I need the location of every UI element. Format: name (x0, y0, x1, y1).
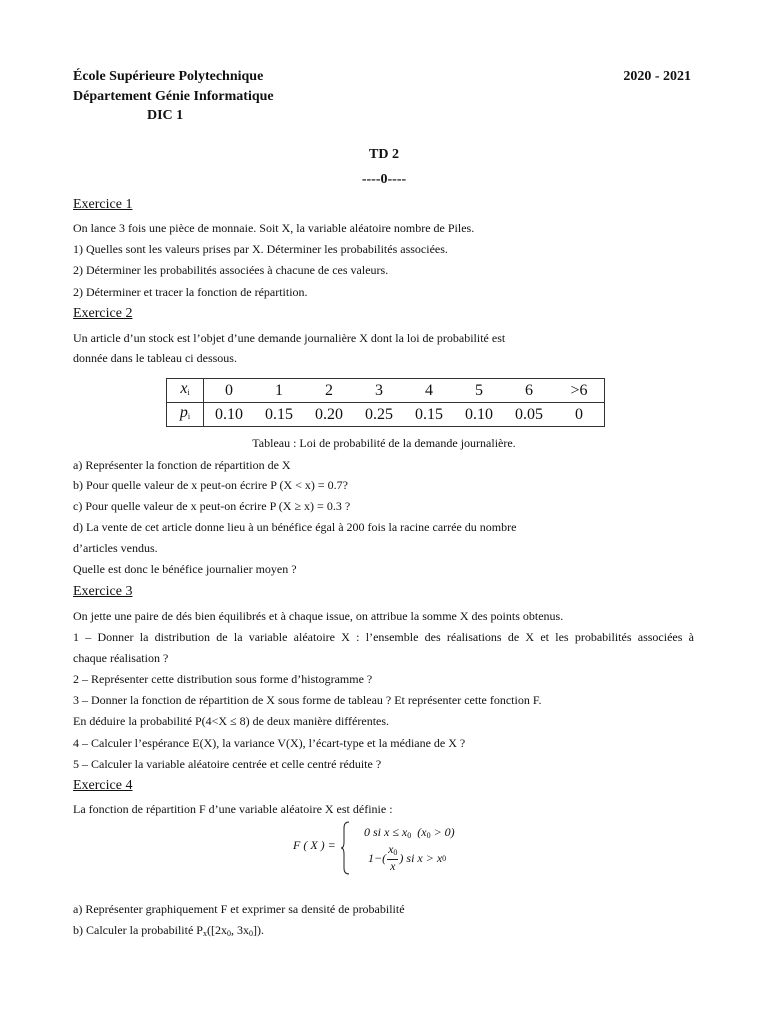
table-cell-x: 0 (204, 379, 255, 403)
table-cell-p: 0.15 (265, 406, 293, 423)
exercise-2-title: Exercice 2 (73, 306, 133, 321)
formula-case-1: 0 si $x \le x_0$ $(x_0 > 0)$ (364, 825, 455, 840)
exercise-2-intro: Un article d’un stock est l’objet d’une demande journalière X dont la loi de probabilité est (73, 331, 506, 345)
exercise-3-title: Exercice 3 (73, 584, 133, 599)
table-cell-p: 0 (575, 406, 583, 423)
exercise-4-intro: La fonction de répartition F d’une variable aléatoire X est définie : (73, 802, 393, 816)
table-cell-p: 0.10 (465, 406, 493, 423)
exercise-4-line: a) Représenter graphiquement F et exprimer sa densité de probabilité (73, 902, 405, 916)
exercise-2-line: c) Pour quelle valeur de x peut-on écrire P (X ≥ x) = 0.3 ? (73, 499, 351, 513)
exercise-2-intro: donnée dans le tableau ci dessous. (73, 351, 237, 365)
exercise-3-line: En déduire la probabilité P(4<X ≤ 8) de deux manière différentes. (73, 714, 390, 728)
exercise-2-line: Quelle est donc le bénéfice journalier moyen ? (73, 562, 297, 576)
exercise-2-line: d’articles vendus. (73, 541, 158, 555)
table-cell-x: 2 (304, 379, 354, 403)
probability-table (166, 378, 605, 427)
table-row-x (167, 379, 605, 403)
exercise-2-line: a) Représenter la fonction de répartition de X (73, 458, 291, 472)
school-name: École Supérieure Polytechnique (73, 69, 264, 84)
table-cell-p: 0.05 (515, 406, 543, 423)
document-title: TD 2 (369, 147, 399, 162)
exercise-4-line: b) Calculer la probabilité $P_x([2x_0$, $3x_0$]). (73, 923, 264, 938)
exercise-3-line: 1 – Donner la distribution de la variable aléatoire X : l’ensemble des réalisations de X et les probabilités associées à (73, 630, 694, 644)
academic-year: 2020 - 2021 (623, 69, 691, 84)
exercise-1-line: 2) Déterminer les probabilités associées à chacune de ces valeurs. (73, 263, 389, 277)
table-cell-x: 3 (354, 379, 404, 403)
left-brace-icon (340, 820, 352, 876)
exercise-1-line: 1) Quelles sont les valeurs prises par X. Déterminer les probabilités associées. (73, 242, 448, 256)
exercise-2-line: b) Pour quelle valeur de x peut-on écrire P (X < x) = 0.7? (73, 478, 349, 492)
exercise-3-line: 2 – Représenter cette distribution sous forme d’histogramme ? (73, 672, 373, 686)
table-cell-x: 1 (254, 379, 304, 403)
title-separator: ----0---- (361, 172, 407, 187)
row-label-x: $x_i$ (167, 379, 204, 403)
exercise-4-title: Exercice 4 (73, 778, 133, 793)
table-cell-p: 0.15 (415, 406, 443, 423)
formula-lhs: F ( X ) = (293, 838, 336, 852)
exercise-1-line: 2) Déterminer et tracer la fonction de répartition. (73, 285, 308, 299)
table-cell-p: 0.25 (365, 406, 393, 423)
table-caption: Tableau : Loi de probabilité de la demande journalière. (252, 436, 516, 450)
table-cell-p: 0.10 (215, 406, 243, 423)
formula-case-2: 1−( $x_0$ x ) si x > x 0 (368, 842, 447, 873)
class-name: DIC 1 (147, 108, 184, 123)
exercise-3-line: On jette une paire de dés bien équilibrés et à chaque issue, on attribue la somme X des points obtenus. (73, 609, 564, 623)
exercise-3-line: 5 – Calculer la variable aléatoire centrée et celle centré réduite ? (73, 757, 382, 771)
exercise-3-line: 4 – Calculer l’espérance E(X), la variance V(X), l’écart-type et la médiane de X ? (73, 736, 466, 750)
table-cell-x: >6 (554, 379, 605, 403)
table-row-p (167, 403, 605, 427)
table-cell-x: 6 (504, 379, 554, 403)
exercise-2-line: d) La vente de cet article donne lieu à un bénéfice égal à 200 fois la racine carrée du nombre (73, 520, 517, 534)
exercise-3-line: chaque réalisation ? (73, 651, 169, 665)
exercise-1-title: Exercice 1 (73, 197, 133, 212)
exercise-1-line: On lance 3 fois une pièce de monnaie. Soit X, la variable aléatoire nombre de Piles. (73, 221, 475, 235)
table-cell-x: 5 (454, 379, 504, 403)
formula-fraction: $x_0$ x (388, 842, 398, 873)
row-label-p: $p_i$ (167, 403, 204, 427)
exercise-3-line: 3 – Donner la fonction de répartition de X sous forme de tableau ? Et représenter cette fonction F. (73, 693, 542, 707)
table-cell-x: 4 (404, 379, 454, 403)
table-cell-p: 0.20 (315, 406, 343, 423)
department-name: Département Génie Informatique (73, 89, 274, 104)
